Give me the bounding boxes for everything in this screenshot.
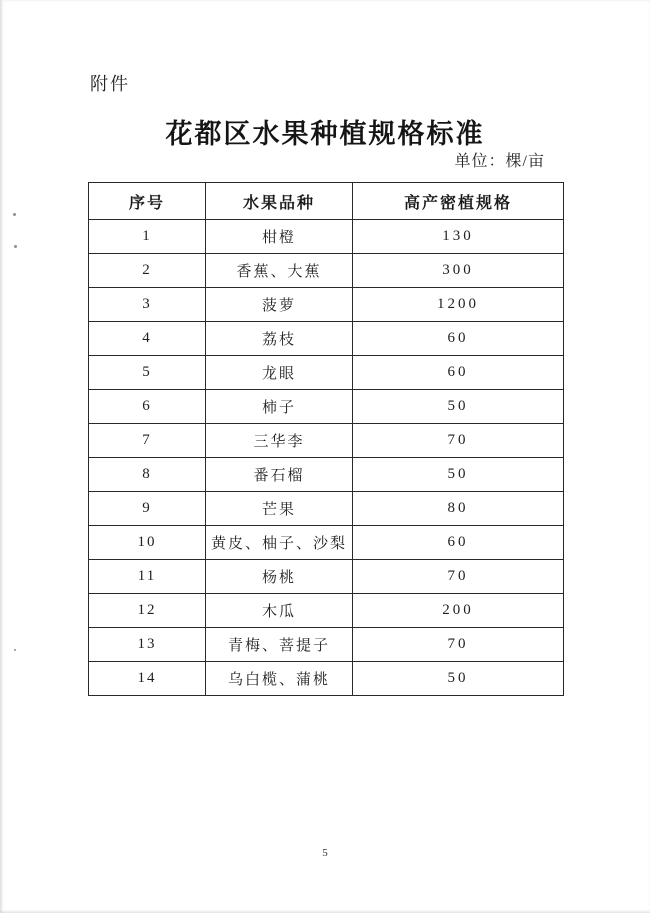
scan-speck xyxy=(14,649,16,651)
table-row xyxy=(89,492,564,526)
planting-spec-cell: 60 xyxy=(353,322,564,356)
row-number-cell: 7 xyxy=(89,424,206,458)
planting-spec-cell: 50 xyxy=(353,458,564,492)
row-number-cell: 9 xyxy=(89,492,206,526)
planting-spec-cell: 130 xyxy=(353,220,564,254)
fruit-variety-cell: 菠萝 xyxy=(206,288,353,322)
planting-spec-cell: 60 xyxy=(353,356,564,390)
planting-spec-cell: 300 xyxy=(353,254,564,288)
planting-spec-cell: 60 xyxy=(353,526,564,560)
row-number-cell: 8 xyxy=(89,458,206,492)
planting-spec-cell: 70 xyxy=(353,424,564,458)
row-number-cell: 12 xyxy=(89,594,206,628)
planting-spec-cell: 1200 xyxy=(353,288,564,322)
planting-spec-cell: 80 xyxy=(353,492,564,526)
table-row xyxy=(89,288,564,322)
fruit-variety-cell: 三华李 xyxy=(206,424,353,458)
fruit-variety-cell: 龙眼 xyxy=(206,356,353,390)
table-header-row xyxy=(89,183,564,220)
fruit-spec-table xyxy=(88,182,564,696)
table-row xyxy=(89,628,564,662)
fruit-variety-cell: 荔枝 xyxy=(206,322,353,356)
row-number-cell: 6 xyxy=(89,390,206,424)
scan-speck xyxy=(14,245,17,248)
fruit-variety-cell: 芒果 xyxy=(206,492,353,526)
planting-spec-cell: 50 xyxy=(353,662,564,696)
scan-speck xyxy=(13,213,16,216)
table-row xyxy=(89,662,564,696)
row-number-cell: 4 xyxy=(89,322,206,356)
planting-spec-cell: 50 xyxy=(353,390,564,424)
table-row xyxy=(89,594,564,628)
header-fruit-variety: 水果品种 xyxy=(206,183,353,220)
row-number-cell: 11 xyxy=(89,560,206,594)
table-row xyxy=(89,322,564,356)
row-number-cell: 1 xyxy=(89,220,206,254)
planting-spec-cell: 200 xyxy=(353,594,564,628)
row-number-cell: 5 xyxy=(89,356,206,390)
fruit-variety-cell: 乌白榄、蒲桃 xyxy=(206,662,353,696)
planting-spec-cell: 70 xyxy=(353,628,564,662)
page-number: 5 xyxy=(322,847,328,859)
table-row xyxy=(89,560,564,594)
table-row xyxy=(89,356,564,390)
row-number-cell: 13 xyxy=(89,628,206,662)
table-row xyxy=(89,526,564,560)
header-planting-spec: 高产密植规格 xyxy=(353,183,564,220)
fruit-variety-cell: 柿子 xyxy=(206,390,353,424)
attachment-label: 附件 xyxy=(90,74,130,94)
row-number-cell: 3 xyxy=(89,288,206,322)
table-row xyxy=(89,220,564,254)
table-row xyxy=(89,458,564,492)
fruit-variety-cell: 香蕉、大蕉 xyxy=(206,254,353,288)
fruit-variety-cell: 青梅、菩提子 xyxy=(206,628,353,662)
fruit-variety-cell: 番石榴 xyxy=(206,458,353,492)
fruit-variety-cell: 黄皮、柚子、沙梨 xyxy=(206,526,353,560)
fruit-variety-cell: 木瓜 xyxy=(206,594,353,628)
table-row xyxy=(89,424,564,458)
row-number-cell: 2 xyxy=(89,254,206,288)
row-number-cell: 14 xyxy=(89,662,206,696)
table-row xyxy=(89,254,564,288)
fruit-variety-cell: 柑橙 xyxy=(206,220,353,254)
planting-spec-cell: 70 xyxy=(353,560,564,594)
table-row xyxy=(89,390,564,424)
page-title: 花都区水果种植规格标准 xyxy=(165,119,485,149)
fruit-variety-cell: 杨桃 xyxy=(206,560,353,594)
header-serial-number: 序号 xyxy=(89,183,206,220)
row-number-cell: 10 xyxy=(89,526,206,560)
table-body xyxy=(89,220,564,696)
unit-label: 单位：棵/亩 xyxy=(454,153,545,170)
